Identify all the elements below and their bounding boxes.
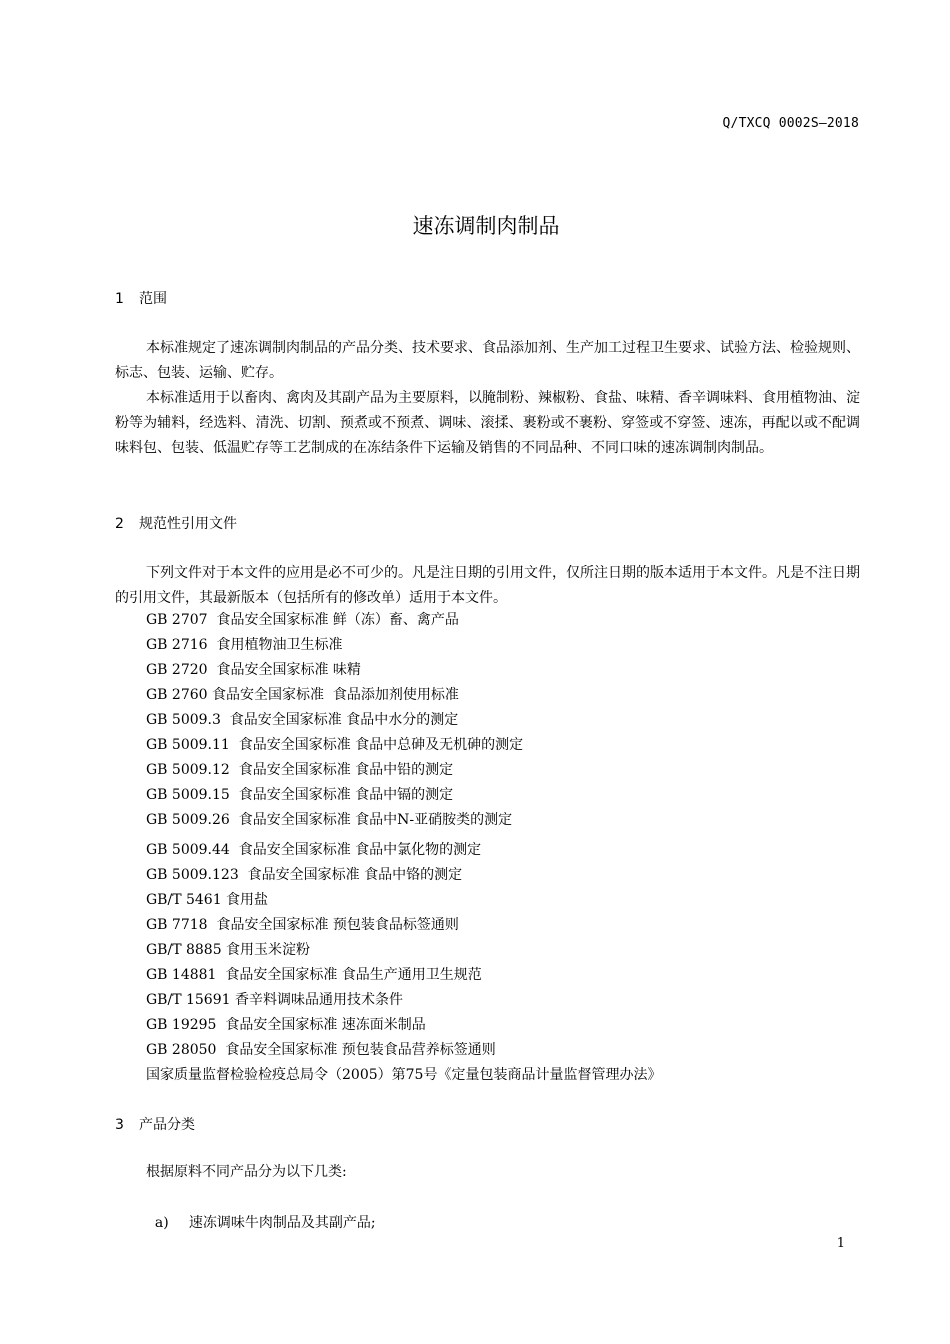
- reference-item: GB 2716 食用植物油卫生标准: [146, 637, 343, 653]
- section-number: 1: [115, 291, 124, 307]
- page-number: 1: [836, 1236, 845, 1251]
- list-marker: a): [154, 1215, 169, 1231]
- reference-item: GB 2707 食品安全国家标准 鲜（冻）畜、禽产品: [146, 612, 459, 628]
- section-1-paragraph-2: 本标准适用于以畜肉、禽肉及其副产品为主要原料，以腌制粉、辣椒粉、食盐、味精、香辛调味料、食用植物油、淀粉等为辅料，经选料、清洗、切割、预煮或不预煮、调味、滚揉、裹粉或不裹粉、穿签或不穿签、速冻，再配以或不配调味料包、包装、低温贮存等工艺制成的在冻结条件下运输及销售的不同品种、不同口味的速冻调制肉制品。: [115, 390, 860, 456]
- section-3-heading: [115, 1114, 195, 1134]
- document-code: Q/TXCQ 0002S—2018: [722, 116, 859, 131]
- section-title: 规范性引用文件: [139, 516, 237, 532]
- reference-item: GB 5009.12 食品安全国家标准 食品中铅的测定: [146, 762, 454, 778]
- reference-item: GB 5009.3 食品安全国家标准 食品中水分的测定: [146, 712, 459, 728]
- reference-item: GB/T 5461 食用盐: [146, 892, 269, 908]
- document-title: 速冻调制肉制品: [412, 214, 560, 238]
- section-2-heading: [115, 513, 237, 533]
- reference-item: 国家质量监督检验检疫总局令（2005）第75号《定量包装商品计量监督管理办法》: [146, 1067, 662, 1083]
- reference-list: [146, 608, 661, 1088]
- reference-item: GB 2720 食品安全国家标准 味精: [146, 662, 361, 678]
- section-1-heading: [115, 288, 167, 308]
- section-3-intro: 根据原料不同产品分为以下几类:: [146, 1164, 347, 1180]
- section-2-paragraph-1: 下列文件对于本文件的应用是必不可少的。凡是注日期的引用文件，仅所注日期的版本适用于本文件。凡是不注日期的引用文件，其最新版本（包括所有的修改单）适用于本文件。: [115, 565, 860, 606]
- section-title: 产品分类: [139, 1117, 195, 1133]
- reference-item: GB 14881 食品安全国家标准 食品生产通用卫生规范: [146, 967, 482, 983]
- section-title: 范围: [139, 291, 167, 307]
- reference-item: GB 5009.123 食品安全国家标准 食品中铬的测定: [146, 867, 463, 883]
- reference-item: GB 5009.11 食品安全国家标准 食品中总砷及无机砷的测定: [146, 737, 524, 753]
- reference-item: GB 5009.26 食品安全国家标准 食品中N-亚硝胺类的测定: [146, 812, 513, 828]
- reference-item: GB 5009.15 食品安全国家标准 食品中镉的测定: [146, 787, 454, 803]
- reference-item: GB 7718 食品安全国家标准 预包装食品标签通则: [146, 917, 459, 933]
- section-number: 2: [115, 516, 124, 532]
- reference-item: GB/T 8885 食用玉米淀粉: [146, 942, 311, 958]
- reference-item: GB/T 15691 香辛料调味品通用技术条件: [146, 992, 403, 1008]
- list-item: [146, 1186, 376, 1236]
- section-number: 3: [115, 1117, 124, 1133]
- reference-item: GB 19295 食品安全国家标准 速冻面米制品: [146, 1017, 426, 1033]
- reference-item: GB 2760 食品安全国家标准 食品添加剂使用标准: [146, 687, 459, 703]
- reference-item: GB 5009.44 食品安全国家标准 食品中氯化物的测定: [146, 842, 482, 858]
- reference-item: GB 28050 食品安全国家标准 预包装食品营养标签通则: [146, 1042, 496, 1058]
- section-1-paragraph-1: 本标准规定了速冻调制肉制品的产品分类、技术要求、食品添加剂、生产加工过程卫生要求、试验方法、检验规则、标志、包装、运输、贮存。: [115, 340, 860, 381]
- list-item-text: 速冻调味牛肉制品及其副产品;: [188, 1215, 376, 1231]
